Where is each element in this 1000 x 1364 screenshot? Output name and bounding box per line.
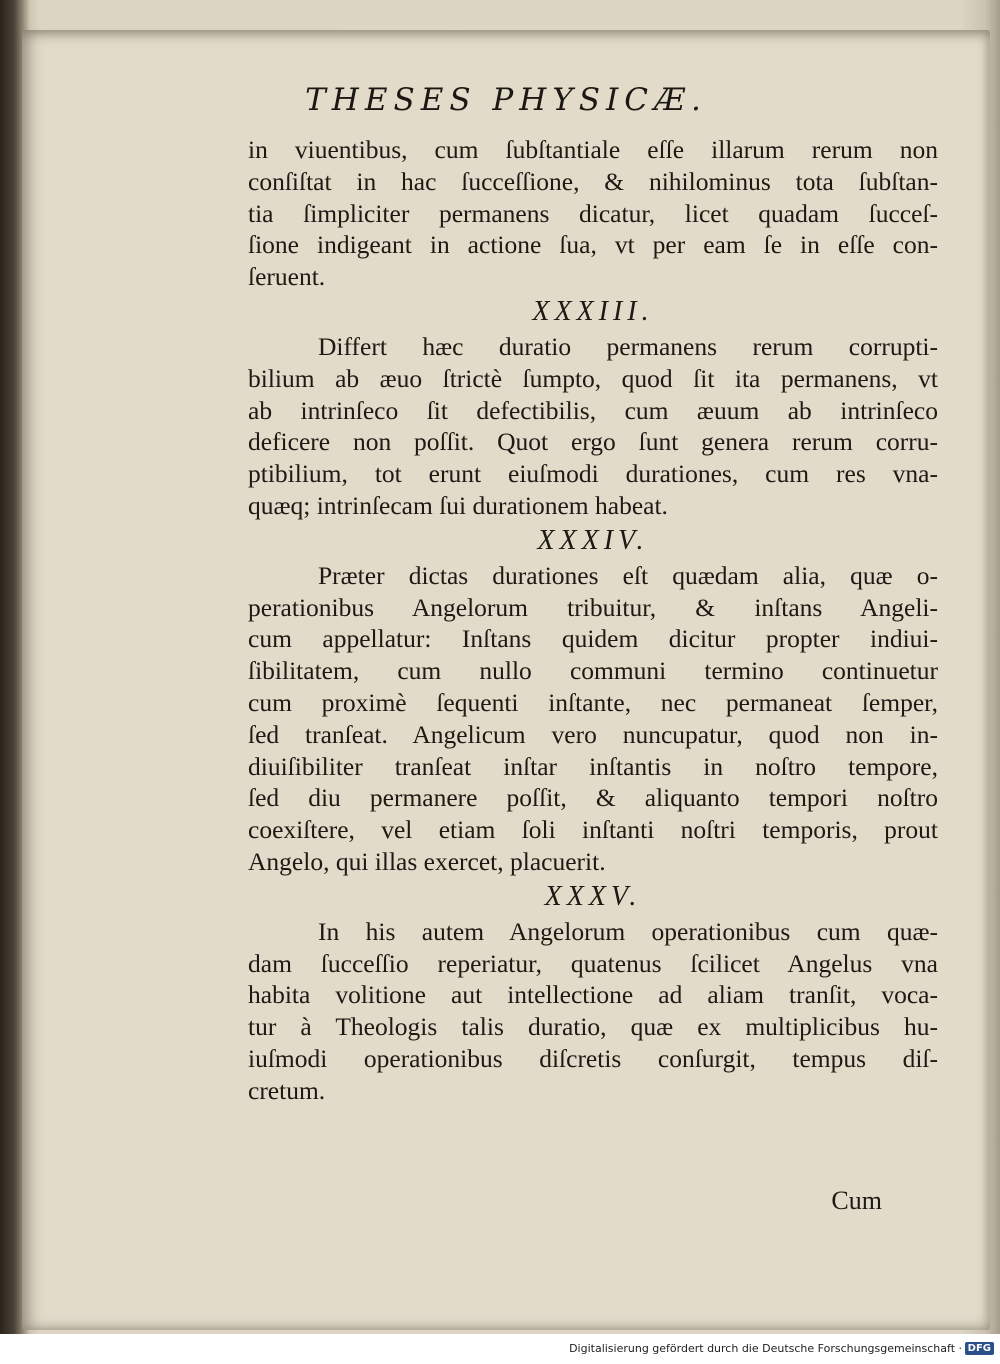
text-line: Differt hæc duratio permanens rerum corrupti- xyxy=(318,331,938,361)
text-line: diuiſibiliter tranſeat inſtar inſtantis in noſtro tempore, xyxy=(248,751,938,781)
text-line: ptibilium, tot erunt eiuſmodi durationes, cum res vna- xyxy=(248,459,938,489)
text-line: quæq; intrinſecam ſui durationem habeat. xyxy=(248,490,668,520)
section-heading-xxxv: XXXV. xyxy=(544,880,642,912)
text-line: in viuentibus, cum ſubſtantiale eſſe illarum rerum non xyxy=(248,135,938,164)
text-line: coexiſtere, vel etiam ſoli inſtanti noſtri temporis, prout xyxy=(248,815,938,845)
text-line: ab intrinſeco ſit defectibilis, cum æuum ab intrinſeco xyxy=(248,395,938,425)
text-line: tia ſimpliciter permanens dicatur, licet quadam ſucceſ- xyxy=(248,198,938,228)
text-line: bilium ab æuo ſtrictè ſumpto, quod ſit ita permanens, vt xyxy=(248,363,938,393)
text-line: tur à Theologis talis duratio, quæ ex multiplicibus hu- xyxy=(248,1012,938,1042)
footer-credit: Digitalisierung gefördert durch die Deutsche Forschungsgemeinschaft · xyxy=(569,1342,962,1355)
text-line: cum proximè ſequenti inſtante, nec permaneat ſemper, xyxy=(248,687,938,717)
text-line: Præter dictas durationes eſt quædam alia, quæ o- xyxy=(318,560,938,590)
text-line: cum appellatur: Inſtans quidem dicitur propter indiui- xyxy=(248,624,938,654)
running-head: THESES PHYSICÆ. xyxy=(305,82,707,118)
dfg-logo-icon: DFG xyxy=(965,1342,994,1355)
catchword: Cum xyxy=(831,1186,882,1215)
page-sheet xyxy=(22,30,990,1330)
text-line: ſed tranſeat. Angelicum vero nuncupatur, quod non in- xyxy=(248,719,938,749)
text-line: iuſmodi operationibus diſcretis conſurgit, tempus diſ- xyxy=(248,1043,938,1073)
section-heading-xxxiv: XXXIV. xyxy=(537,524,649,556)
text-line: cretum. xyxy=(248,1075,326,1105)
text-line: ſeruent. xyxy=(248,262,326,292)
text-line: ſibilitatem, cum nullo communi termino continuetur xyxy=(248,656,938,686)
body-text xyxy=(248,134,938,1107)
text-line: dam ſucceſſio reperiatur, quatenus ſcilicet Angelus vna xyxy=(248,948,938,978)
text-line: perationibus Angelorum tribuitur, & inſtans Angeli- xyxy=(248,592,938,622)
digitization-footer xyxy=(0,1334,1000,1364)
text-line: deficere non poſſit. Quot ergo ſunt genera rerum corru- xyxy=(248,427,938,457)
text-line: In his autem Angelorum operationibus cum quæ- xyxy=(318,916,938,946)
text-line: ſione indigeant in actione ſua, vt per eam ſe in eſſe con- xyxy=(248,230,938,260)
text-line: Angelo, qui illas exercet, placuerit. xyxy=(248,846,606,876)
text-line: habita volitione aut intellectione ad aliam tranſit, voca- xyxy=(248,980,938,1010)
section-heading-xxxiii: XXXIII. xyxy=(532,295,654,327)
text-line: ſed diu permanere poſſit, & aliquanto tempori noſtro xyxy=(248,783,938,813)
text-line: conſiſtat in hac ſucceſſione, & nihilominus tota ſubſtan- xyxy=(248,166,938,196)
